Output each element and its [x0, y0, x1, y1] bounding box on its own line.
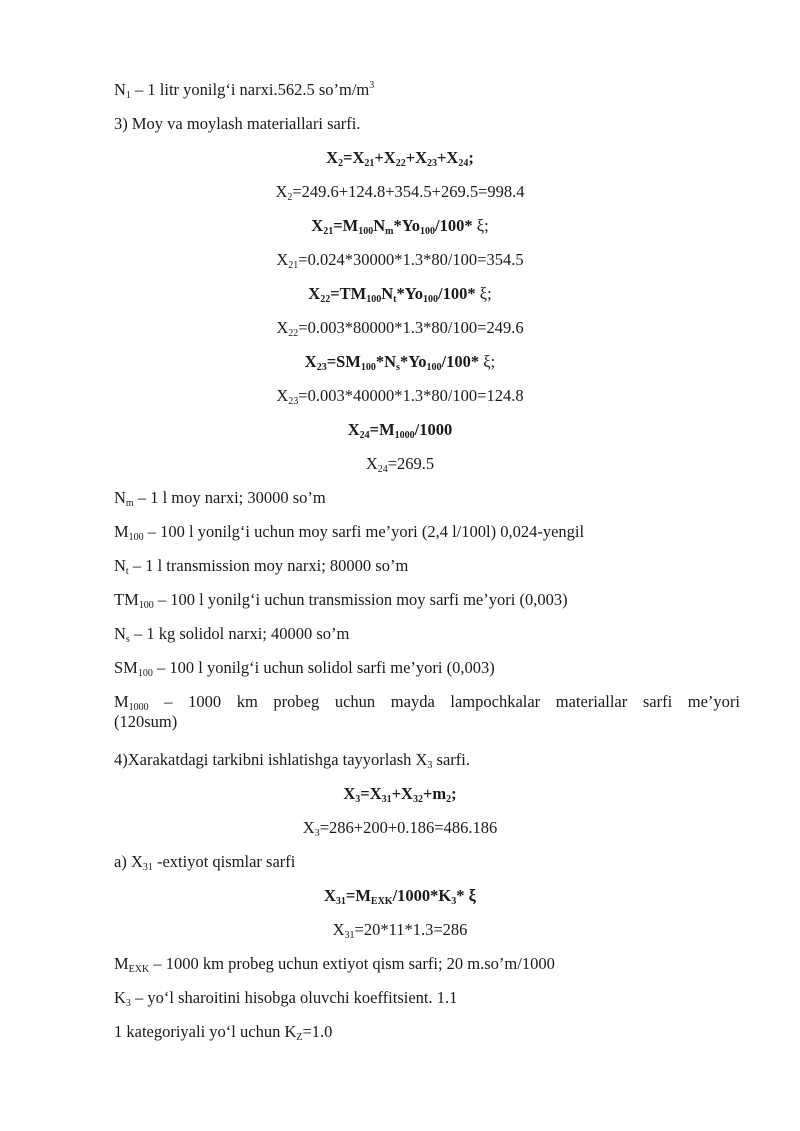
- subscript: 2: [287, 192, 293, 203]
- text: =0.024*30000*1.3*80/100=354.5: [298, 250, 524, 269]
- text: +X: [391, 784, 413, 803]
- text: *Yo: [396, 284, 424, 303]
- text: – 1000 km probeg uchun extiyot qism sarfi; 20 m.so’m/1000: [149, 954, 555, 973]
- text: X: [302, 818, 315, 837]
- text: +m: [422, 784, 447, 803]
- text: *Yo: [393, 216, 421, 235]
- xi-symbol: ξ;: [479, 284, 492, 303]
- subscript: 23: [288, 396, 299, 407]
- text: =0.003*80000*1.3*80/100=249.6: [298, 318, 524, 337]
- subscript: 100: [138, 600, 154, 611]
- formula-x24: [60, 420, 740, 440]
- superscript: 3: [369, 80, 375, 91]
- text: SM: [114, 658, 138, 677]
- text: =20*11*1.3=286: [354, 920, 468, 939]
- text: *N: [375, 352, 397, 371]
- subscript: 3: [125, 998, 131, 1009]
- text: 1 kategoriyali yo‘l uchun K: [114, 1022, 297, 1041]
- text: =269.5: [387, 454, 435, 473]
- subscript: 100: [360, 362, 376, 373]
- calc-x31: [60, 920, 740, 940]
- subscript: 2: [338, 158, 344, 169]
- text: M: [114, 954, 129, 973]
- section-heading-oil: [114, 114, 740, 134]
- text: X: [308, 284, 321, 303]
- subscript: 23: [427, 158, 438, 169]
- calc-x3: [60, 818, 740, 838]
- subscript: 22: [288, 328, 299, 339]
- text: =M: [333, 216, 359, 235]
- formula-x3: [60, 784, 740, 804]
- text: X: [311, 216, 324, 235]
- text: – 1 l moy narxi; 30000 so’m: [133, 488, 326, 507]
- text: +X: [437, 148, 459, 167]
- text: N: [114, 624, 126, 643]
- subscript: 31: [381, 794, 392, 805]
- text: N: [373, 216, 386, 235]
- text: X: [324, 886, 336, 905]
- subscript: 100: [128, 532, 144, 543]
- subscript: 1000: [128, 702, 149, 713]
- definition-ns: [114, 624, 740, 644]
- subscript: EXK: [370, 896, 393, 907]
- text: N: [114, 556, 126, 575]
- subscript: 1000: [394, 430, 415, 441]
- text: a) X: [114, 852, 143, 871]
- xi-symbol: ξ;: [483, 352, 496, 371]
- subscript: 3: [314, 828, 320, 839]
- text: =TM: [330, 284, 367, 303]
- text: =X: [360, 784, 382, 803]
- subscript: 21: [288, 260, 299, 271]
- fuel-price-definition: [114, 80, 740, 100]
- text: =X: [343, 148, 365, 167]
- subscript: 100: [366, 294, 382, 305]
- subscript: 3: [451, 896, 457, 907]
- subscript: s: [125, 634, 130, 645]
- text: =286+200+0.186=486.186: [319, 818, 498, 837]
- text: – 100 l yonilg‘i uchun solidol sarfi me’yori (0,003): [152, 658, 495, 677]
- text: N: [114, 80, 126, 99]
- subscript: 3: [427, 760, 433, 771]
- calc-x2: [60, 182, 740, 202]
- text: X: [304, 352, 317, 371]
- subscript: 100: [423, 294, 439, 305]
- text: X: [276, 250, 289, 269]
- definition-kz: [114, 1022, 740, 1042]
- subscript: 32: [412, 794, 423, 805]
- calc-x21: [60, 250, 740, 270]
- subscript: 22: [320, 294, 331, 305]
- text: ;: [468, 148, 474, 167]
- text: =M: [369, 420, 395, 439]
- section-heading-x3: [114, 750, 740, 770]
- text: 3) Moy va moylash materiallari sarfi.: [114, 114, 361, 133]
- subscript: Z: [296, 1032, 303, 1043]
- subscript: 23: [316, 362, 327, 373]
- text: /1000: [414, 420, 453, 439]
- text: X: [347, 420, 360, 439]
- text: X: [276, 318, 289, 337]
- formula-x23: [60, 352, 740, 372]
- subscript: 22: [395, 158, 406, 169]
- subscript: 100: [358, 226, 374, 237]
- text: – 1 litr yonilg‘i narxi.562.5 so’m/m: [130, 80, 370, 99]
- definition-m1000: [114, 692, 740, 732]
- text: =0.003*40000*1.3*80/100=124.8: [298, 386, 524, 405]
- subscript: m: [125, 498, 134, 509]
- subscript: m: [385, 226, 394, 237]
- text: =M: [345, 886, 371, 905]
- text: * ξ: [456, 886, 476, 905]
- text: X: [275, 182, 288, 201]
- subscript: 3: [355, 794, 361, 805]
- text: X: [365, 454, 378, 473]
- subscript: 31: [335, 896, 346, 907]
- text: X: [276, 386, 289, 405]
- text: K: [114, 988, 126, 1007]
- definition-sm100: [114, 658, 740, 678]
- text: TM: [114, 590, 139, 609]
- text: /100*: [441, 352, 484, 371]
- definition-tm100: [114, 590, 740, 610]
- subsection-x31: [114, 852, 740, 872]
- text: ;: [451, 784, 457, 803]
- subscript: s: [396, 362, 400, 373]
- definition-mexk: [114, 954, 740, 974]
- text: X: [326, 148, 339, 167]
- text: *Yo: [399, 352, 427, 371]
- subscript: 24: [359, 430, 370, 441]
- text: =SM: [326, 352, 361, 371]
- text: – 1 l transmission moy narxi; 80000 so’m: [128, 556, 409, 575]
- subscript: 100: [420, 226, 436, 237]
- subscript: EXK: [128, 964, 150, 975]
- text: – 100 l yonilg‘i uchun moy sarfi me’yori (2,4 l/100l) 0,024-yengil: [143, 522, 585, 541]
- text: – 1000 km probeg uchun mayda lampochkalar materiallar sarfi me’yori (120sum): [114, 692, 740, 731]
- text: +X: [374, 148, 396, 167]
- text: N: [381, 284, 394, 303]
- xi-symbol: ξ;: [476, 216, 489, 235]
- text: 4)Xarakatdagi tarkibni ishlatishga tayyorlash X: [114, 750, 428, 769]
- text: =249.6+124.8+354.5+269.5=998.4: [292, 182, 525, 201]
- text: +X: [405, 148, 428, 167]
- text: – yo‘l sharoitini hisobga oluvchi koeffitsient. 1.1: [130, 988, 458, 1007]
- definition-nt: [114, 556, 740, 576]
- subscript: 24: [458, 158, 469, 169]
- calc-x24: [60, 454, 740, 474]
- text: -extiyot qismlar sarfi: [152, 852, 296, 871]
- formula-x22: [60, 284, 740, 304]
- calc-x23: [60, 386, 740, 406]
- subscript: 21: [323, 226, 334, 237]
- formula-x31: [60, 886, 740, 906]
- text: /1000*K: [392, 886, 452, 905]
- subscript: 100: [426, 362, 442, 373]
- subscript: t: [125, 566, 129, 577]
- definition-nm: [114, 488, 740, 508]
- subscript: 1: [125, 90, 131, 101]
- subscript: 100: [137, 668, 153, 679]
- text: M: [114, 692, 129, 711]
- text: M: [114, 522, 129, 541]
- definition-m100: [114, 522, 740, 542]
- subscript: t: [393, 294, 397, 305]
- subscript: 31: [142, 862, 153, 873]
- text: X: [343, 784, 356, 803]
- text: – 1 kg solidol narxi; 40000 so’m: [129, 624, 350, 643]
- subscript: 24: [377, 464, 388, 475]
- definition-k3: [114, 988, 740, 1008]
- text: /100*: [435, 216, 477, 235]
- formula-x2: [60, 148, 740, 168]
- subscript: 2: [446, 794, 452, 805]
- calc-x22: [60, 318, 740, 338]
- text: N: [114, 488, 126, 507]
- text: =1.0: [302, 1022, 333, 1041]
- text: X: [332, 920, 345, 939]
- subscript: 21: [364, 158, 375, 169]
- text: sarfi.: [432, 750, 470, 769]
- formula-x21: [60, 216, 740, 236]
- text: /100*: [438, 284, 480, 303]
- subscript: 31: [344, 930, 355, 941]
- text: – 100 l yonilg‘i uchun transmission moy sarfi me’yori (0,003): [153, 590, 568, 609]
